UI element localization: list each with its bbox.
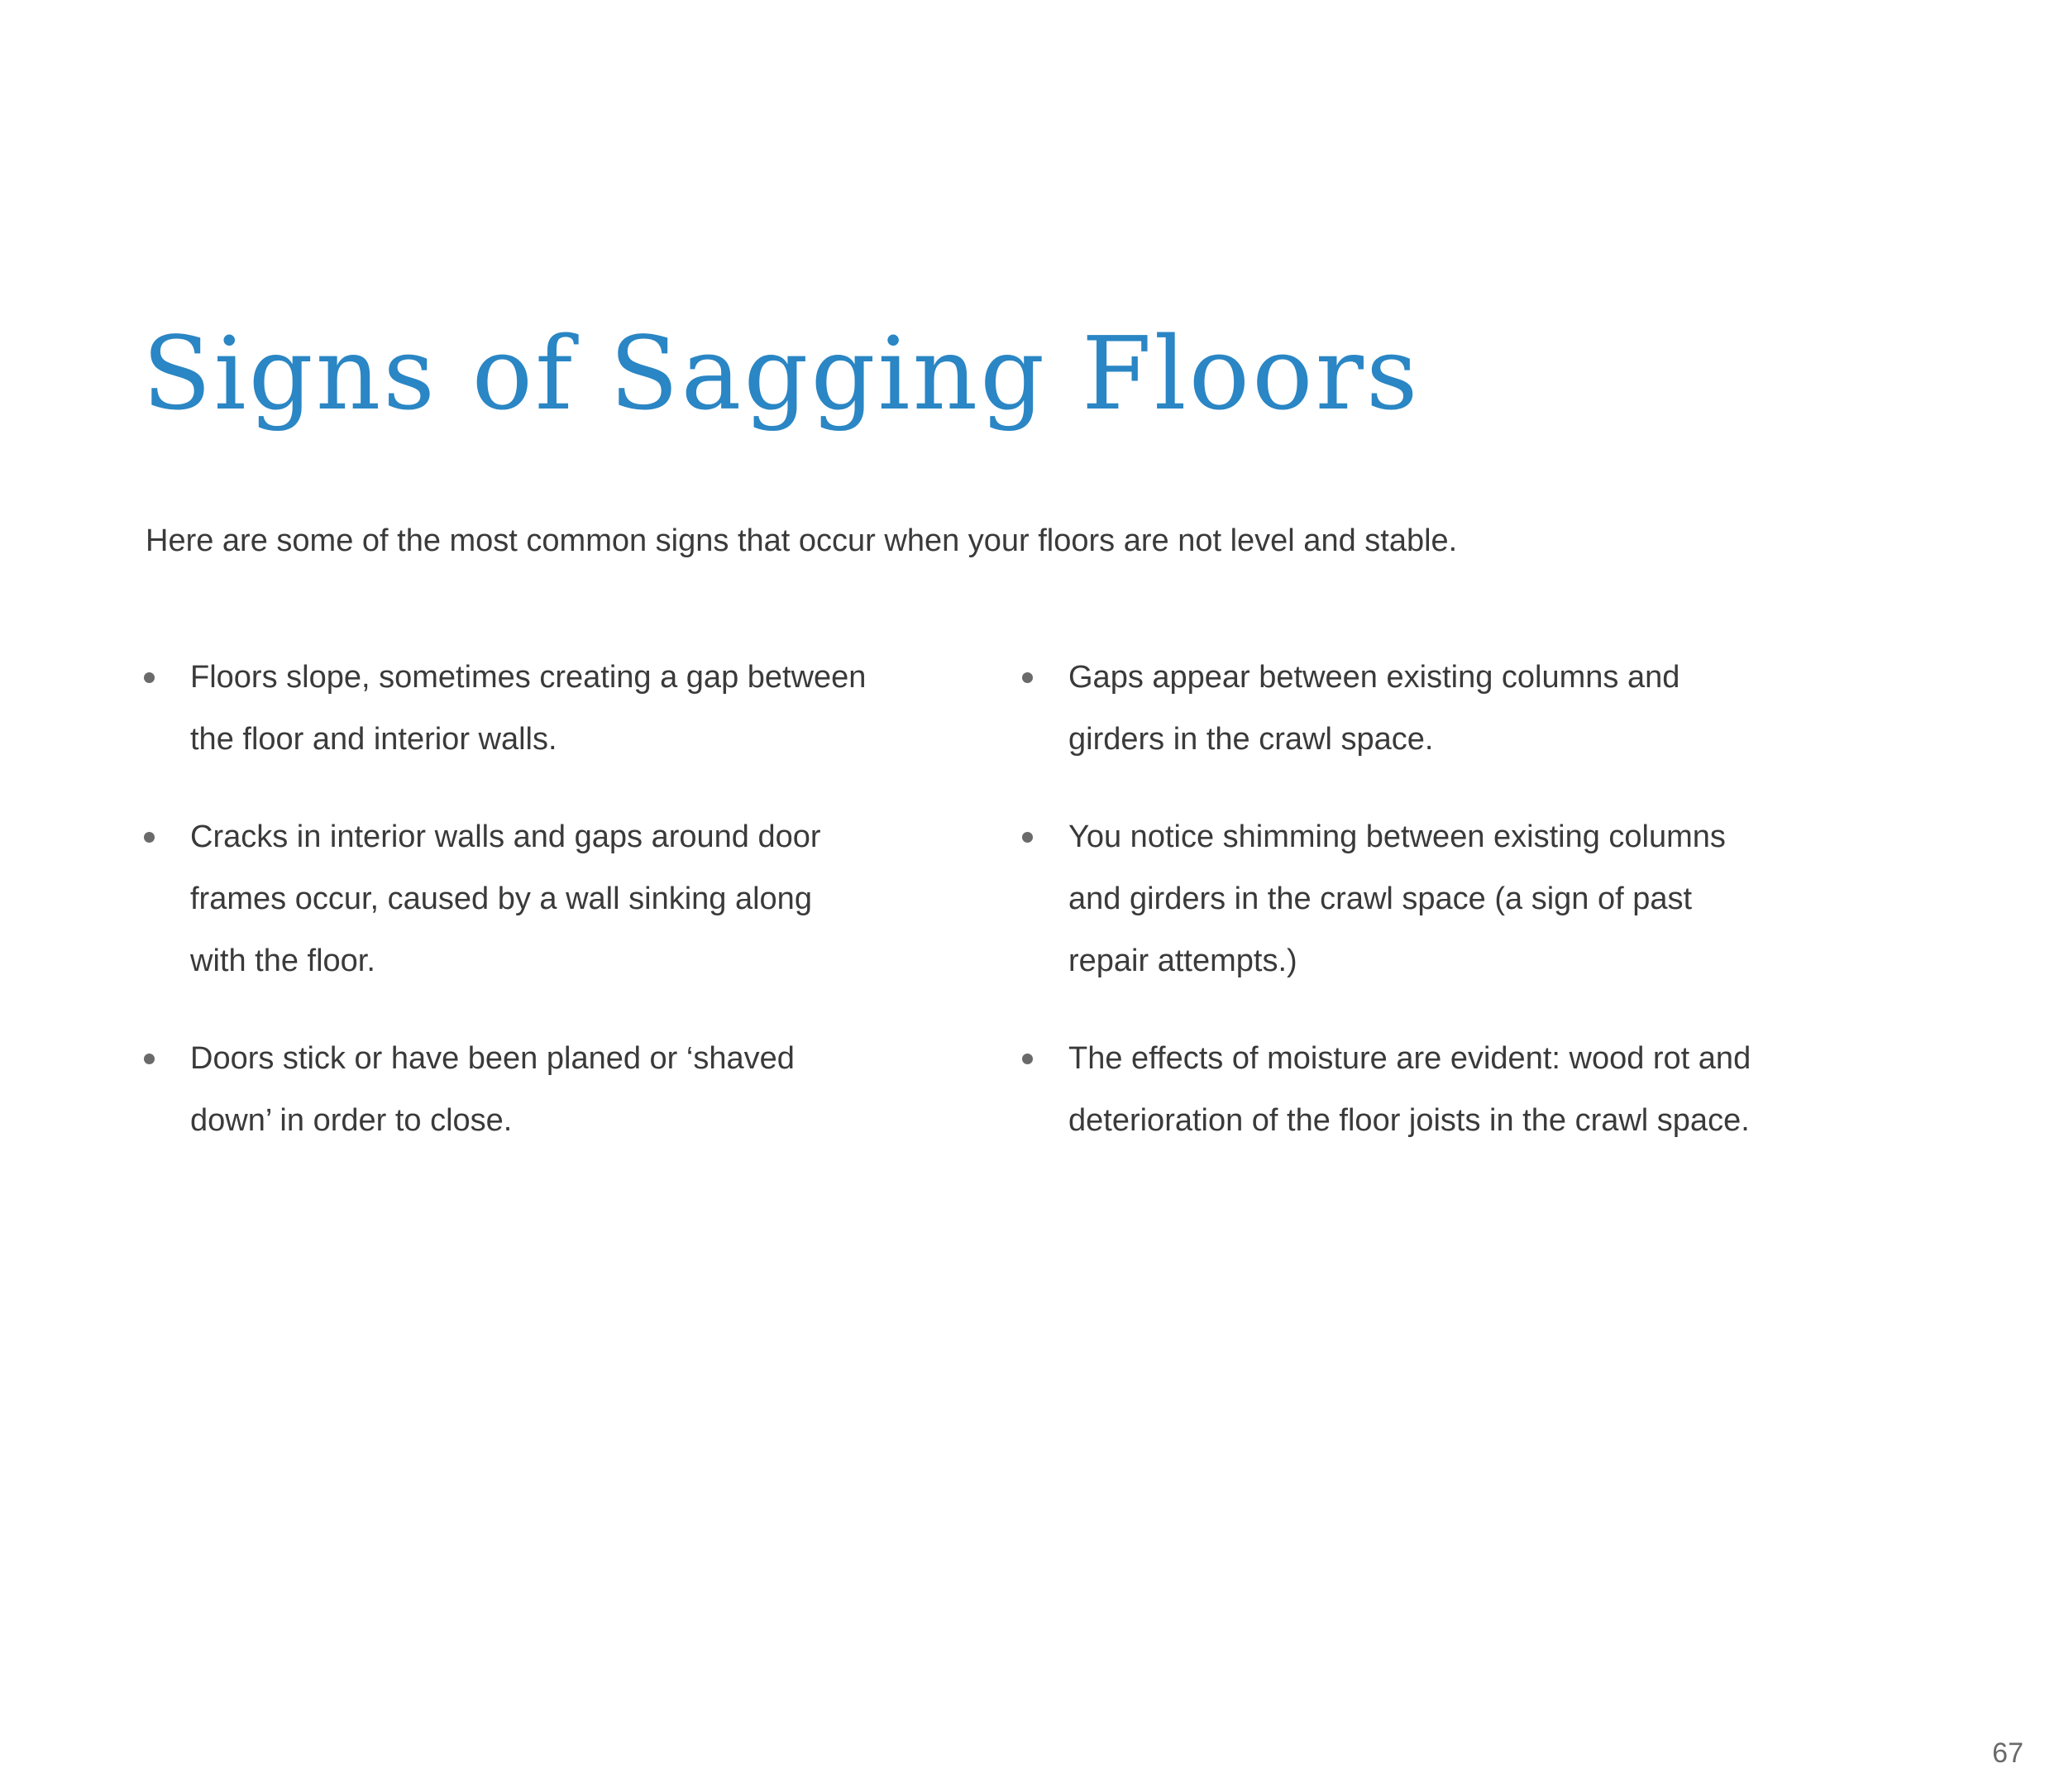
signs-list-right (1017, 647, 1960, 1187)
list-item-text: Gaps appear between existing columns and girders in the crawl space. (1068, 660, 1680, 757)
list-item (139, 1028, 966, 1152)
bullet-icon (1022, 1054, 1033, 1064)
list-item (1017, 1028, 1960, 1152)
list-item (139, 647, 966, 771)
list-item-text: Floors slope, sometimes creating a gap between the floor and interior walls. (190, 660, 867, 757)
page-title: Signs of Sagging Floors (142, 315, 1421, 432)
bullet-icon (144, 672, 155, 683)
bullet-icon (144, 832, 155, 843)
list-item-text: Cracks in interior walls and gaps around door frames occur, caused by a wall sinking along with the floor. (190, 820, 821, 978)
intro-paragraph: Here are some of the most common signs that occur when your floors are not level and stable. (146, 523, 1458, 558)
list-item (1017, 647, 1960, 771)
page-number: 67 (1992, 1737, 2023, 1769)
signs-list-left (139, 647, 966, 1187)
list-item-text: The effects of moisture are evident: wood rot and deterioration of the floor joists in the crawl space. (1068, 1041, 1751, 1138)
list-item (139, 806, 966, 992)
list-item (1017, 806, 1960, 992)
bullet-icon (1022, 832, 1033, 843)
bullet-icon (1022, 672, 1033, 683)
list-item-text: Doors stick or have been planed or ‘shaved down’ in order to close. (190, 1041, 795, 1138)
list-item-text: You notice shimming between existing columns and girders in the crawl space (a sign of past repair attempts.) (1068, 820, 1726, 978)
bullet-icon (144, 1054, 155, 1064)
